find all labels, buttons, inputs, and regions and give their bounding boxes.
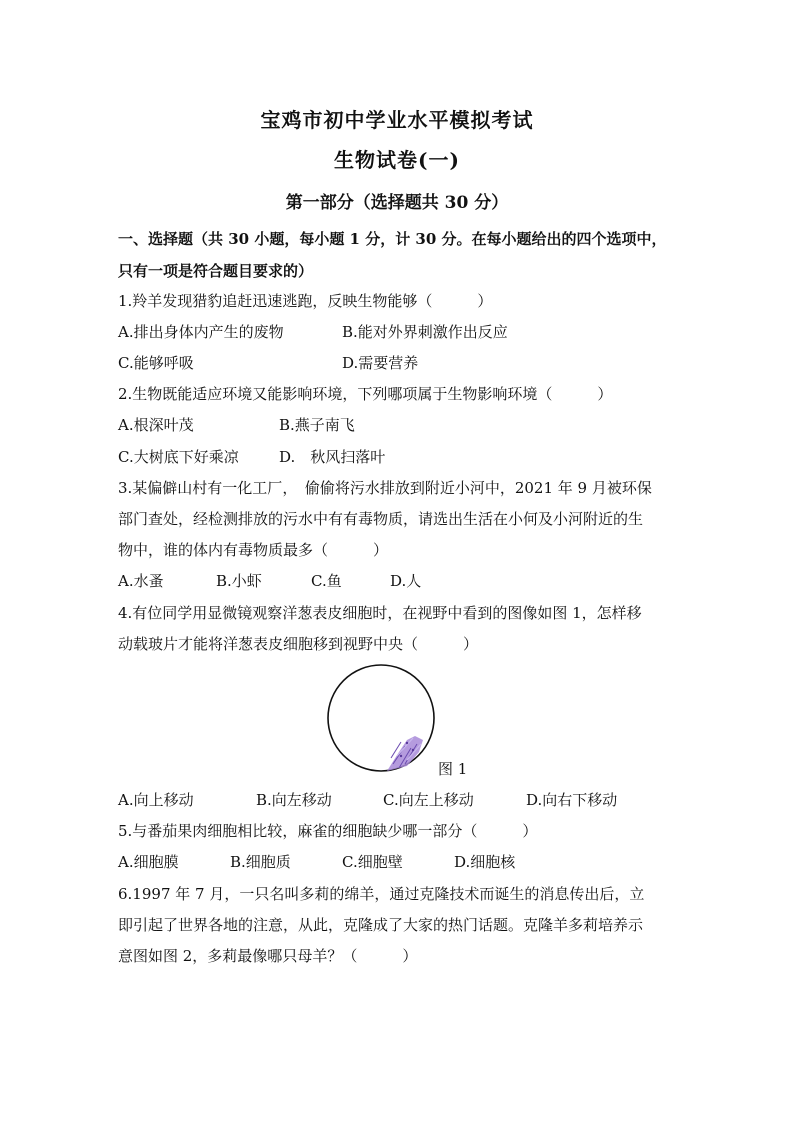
question-1-option-d: D.需要营养 xyxy=(342,354,419,372)
section-instruction-line1: 一、选择题（共 30 小题，每小题 1 分，计 30 分。在每小题给出的四个选项中， xyxy=(118,230,667,248)
part-heading: 第一部分（选择题共 30 分） xyxy=(285,193,509,213)
question-3-stem-line3: 物中，谁的体内有毒物质最多（ ） xyxy=(118,541,389,559)
question-4-stem-line2: 动载玻片才能将洋葱表皮细胞移到视野中央（ ） xyxy=(118,635,479,653)
question-5-option-d: D.细胞核 xyxy=(454,853,516,871)
question-3-stem-line1: 3.某偏僻山村有一化工厂， 偷偷将污水排放到附近小河中，2021 年 9 月被环保 xyxy=(118,479,652,497)
question-4-option-c: C.向左上移动 xyxy=(383,791,474,809)
exam-title: 宝鸡市初中学业水平模拟考试 xyxy=(260,108,534,132)
figure-1-caption: 图 1 xyxy=(438,760,468,778)
question-3-option-d: D.人 xyxy=(390,572,422,590)
question-6-stem-line3: 意图如图 2，多莉最像哪只母羊？（ ） xyxy=(118,947,418,965)
question-5-option-b: B.细胞质 xyxy=(230,853,291,871)
question-3-option-a: A.水蚤 xyxy=(118,572,164,590)
question-2-option-a: A.根深叶茂 xyxy=(118,416,194,434)
question-5-option-a: A.细胞膜 xyxy=(118,853,179,871)
section-instruction-line2: 只有一项是符合题目要求的） xyxy=(118,262,314,280)
question-6-stem-line1: 6.1997 年 7 月，一只名叫多莉的绵羊，通过克隆技术而诞生的消息传出后，立 xyxy=(118,885,645,903)
question-2-stem: 2.生物既能适应环境又能影响环境，下列哪项属于生物影响环境（ ） xyxy=(118,385,613,403)
question-1-option-b: B.能对外界刺激作出反应 xyxy=(342,323,508,341)
question-2-option-d: D. 秋风扫落叶 xyxy=(279,448,386,466)
question-4-option-b: B.向左移动 xyxy=(256,791,332,809)
question-6-stem-line2: 即引起了世界各地的注意，从此，克隆成了大家的热门话题。克隆羊多莉培养示 xyxy=(118,916,644,934)
question-1-option-a: A.排出身体内产生的废物 xyxy=(118,323,284,341)
question-2-option-b: B.燕子南飞 xyxy=(279,416,355,434)
question-3-option-c: C.鱼 xyxy=(311,572,342,590)
question-5-stem: 5.与番茄果肉细胞相比较，麻雀的细胞缺少哪一部分（ ） xyxy=(118,822,538,840)
question-2-option-c: C.大树底下好乘凉 xyxy=(118,448,239,466)
exam-subtitle: 生物试卷(一) xyxy=(334,148,460,172)
question-4-stem-line1: 4.有位同学用显微镜观察洋葱表皮细胞时，在视野中看到的图像如图 1，怎样移 xyxy=(118,604,642,622)
question-1-stem: 1.羚羊发现猎豹追赶迅速逃跑，反映生物能够（ ） xyxy=(118,292,493,310)
microscope-field-illustration xyxy=(327,664,439,776)
question-5-option-c: C.细胞壁 xyxy=(342,853,403,871)
question-4-option-d: D.向右下移动 xyxy=(526,791,618,809)
microscope-field-figure xyxy=(327,664,439,780)
question-4-option-a: A.向上移动 xyxy=(118,791,194,809)
question-1-option-c: C.能够呼吸 xyxy=(118,354,194,372)
question-3-stem-line2: 部门查处，经检测排放的污水中有有毒物质，请选出生活在小何及小河附近的生 xyxy=(118,510,644,528)
question-3-option-b: B.小虾 xyxy=(216,572,262,590)
